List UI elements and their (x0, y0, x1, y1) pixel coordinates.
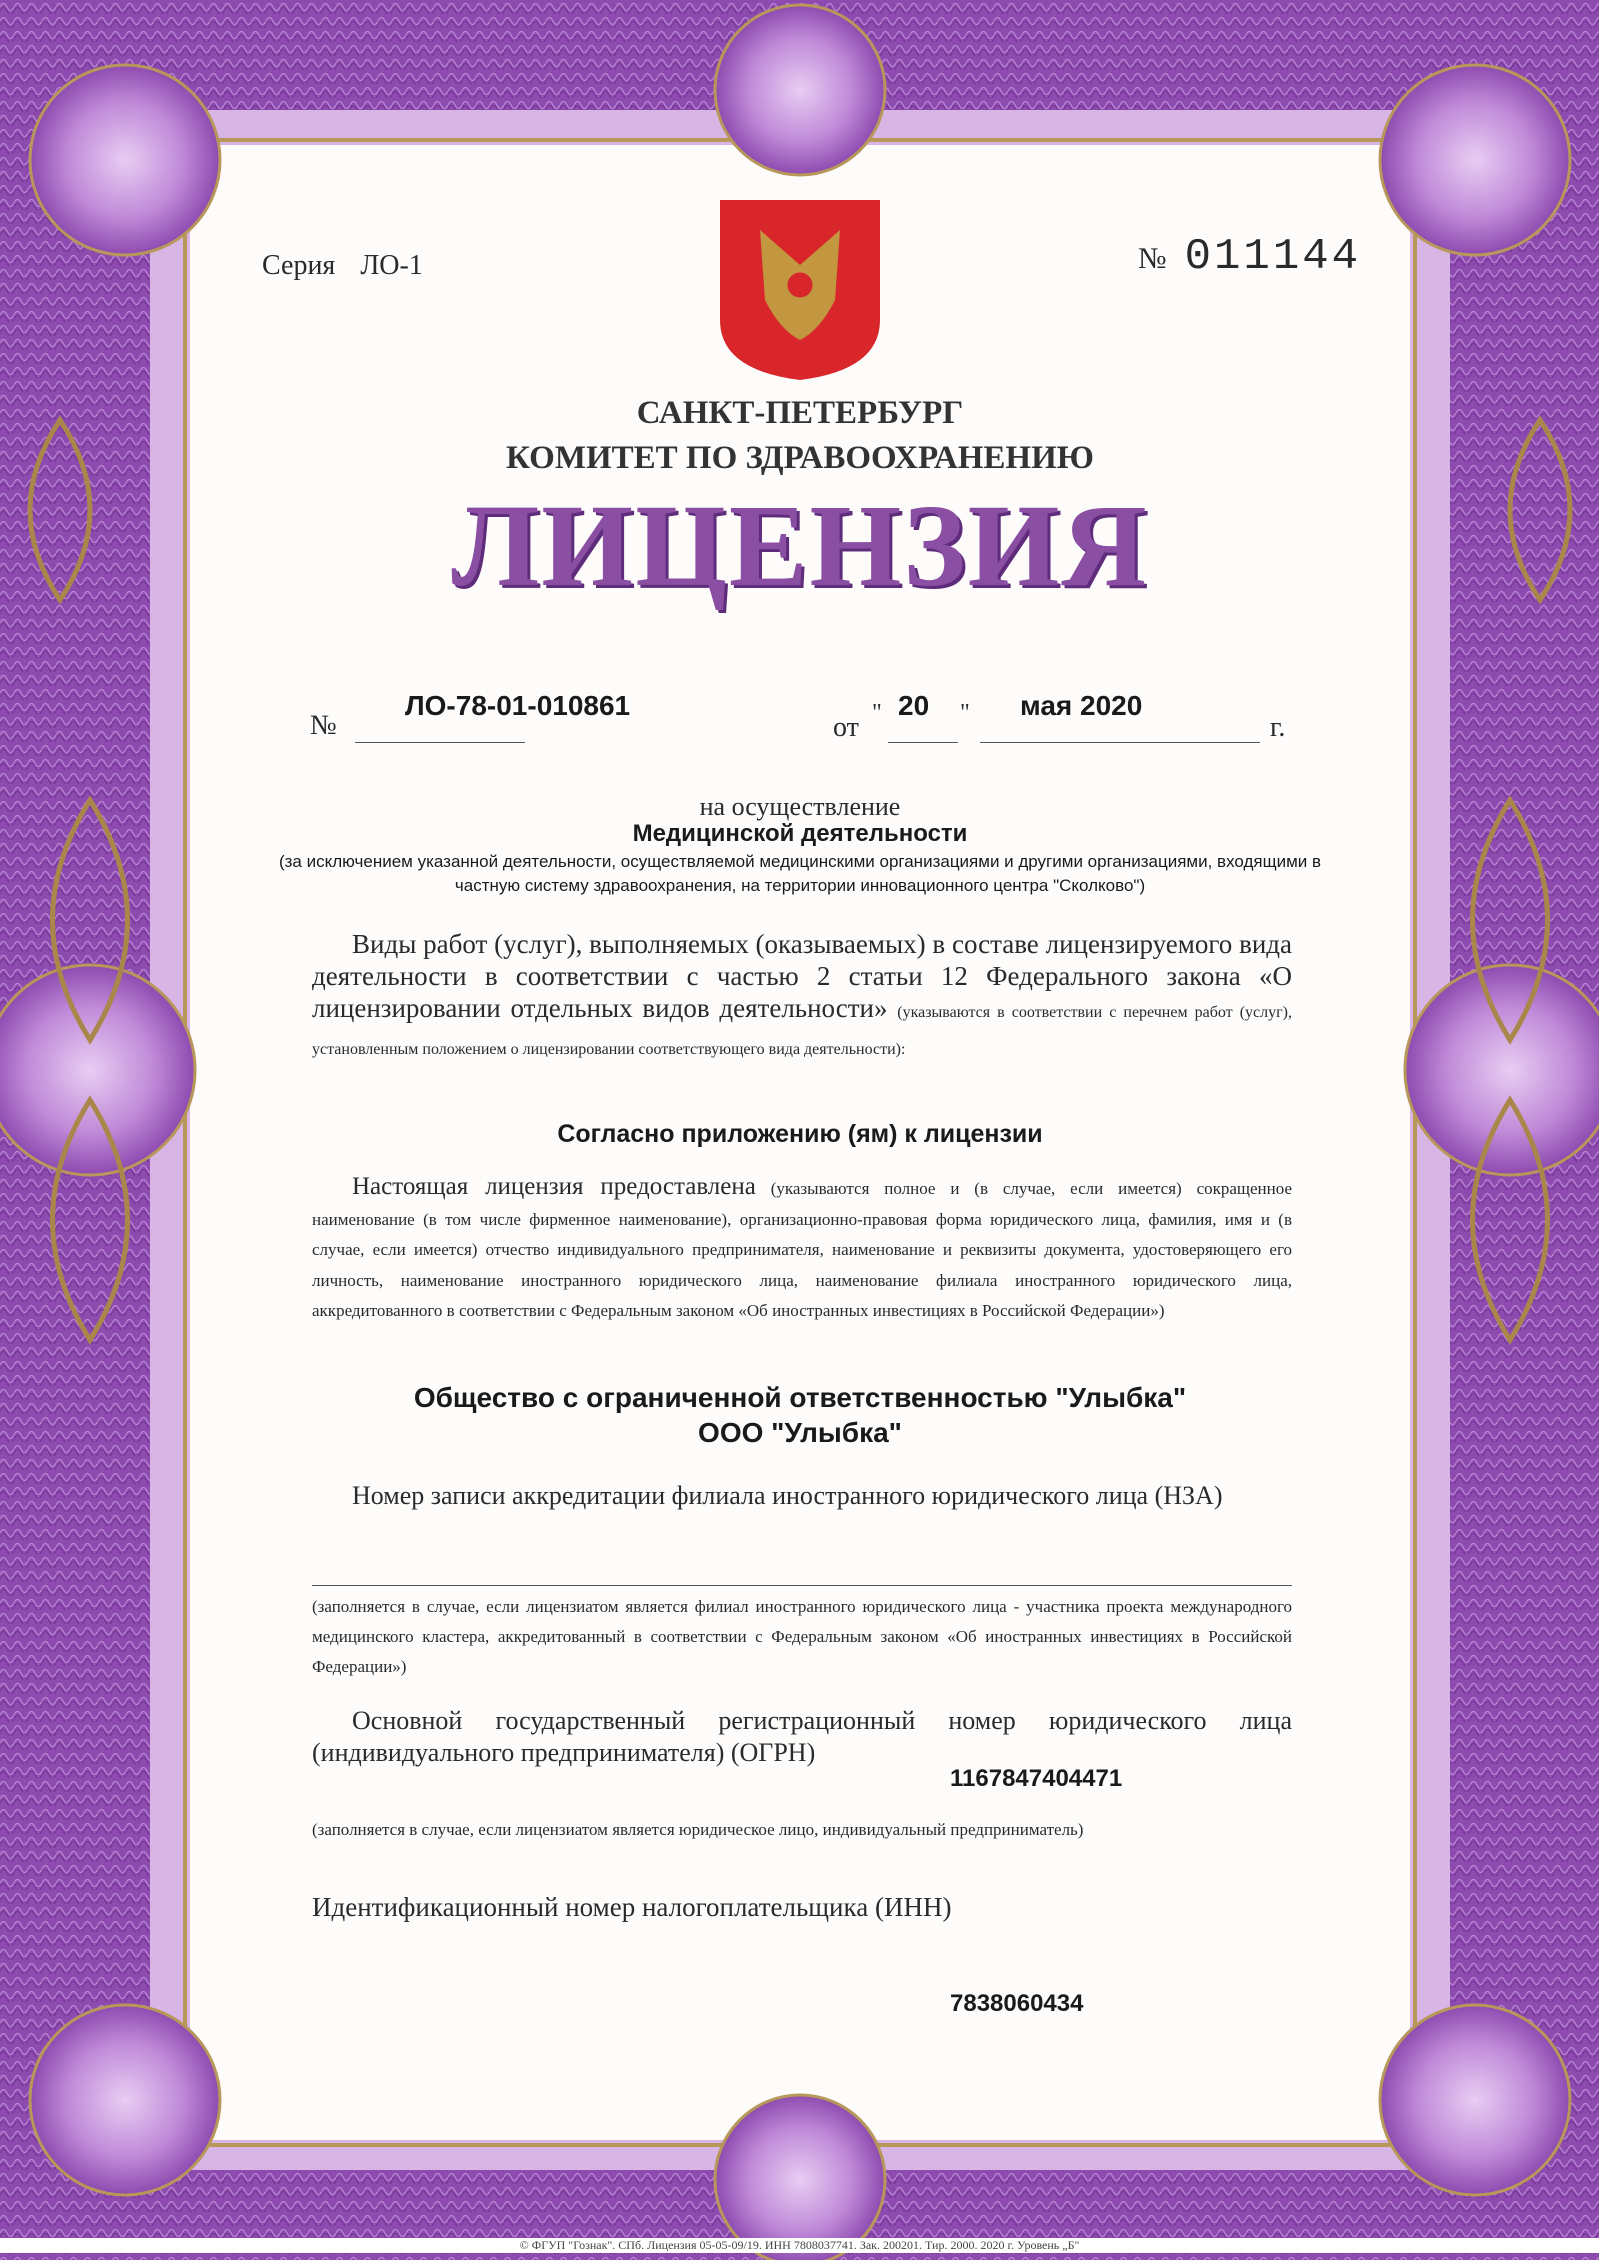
activity-note: (за исключением указанной деятельности, осуществляемой медицинскими организациями и другими организациями, входящими в частную систему здравоохранения, на территории инновационного центра "Сколково") (278, 852, 1322, 895)
activity-intro: на осуществление (699, 792, 901, 821)
licensee-full-name: Общество с ограниченной ответственностью "Улыбка" (413, 1382, 1187, 1413)
coat-of-arms-emblem (720, 200, 880, 380)
inn-value: 7838060434 (950, 1990, 1084, 2017)
blank-number (1138, 232, 1361, 282)
ogrn-label: Основной государственный регистрационный номер юридического лица (индивидуального предпринимателя) (ОГРН) (312, 1706, 1292, 1767)
activity-name: Медицинской деятельности (632, 820, 968, 847)
series-value: ЛО-1 (360, 250, 423, 281)
series-label: Серия (262, 250, 336, 281)
licensee-short-name: ООО "Улыбка" (698, 1417, 902, 1448)
license-day: 20 (898, 690, 930, 721)
license-month-year: мая 2020 (1020, 690, 1143, 721)
licensee-lead: Настоящая лицензия предоставлена (352, 1173, 756, 1200)
blank-number-sign: № (1138, 242, 1167, 275)
works-note: (указываются в соответствии с перечнем работ (услуг), установленным положением о лицензировании соответствующего вида деятельности): (312, 1004, 1292, 1058)
license-number-sign: № (310, 710, 337, 741)
license-date-from: от (833, 712, 859, 743)
nza-label: Номер записи аккредитации филиала иностранного юридического лица (НЗА) (352, 1481, 1223, 1510)
series (262, 250, 423, 282)
inn-label: Идентификационный номер налогоплательщика (ИНН) (312, 1892, 952, 1922)
quote-close: " (960, 700, 970, 726)
license-number: ЛО-78-01-010861 (405, 690, 631, 721)
works-section (312, 928, 1292, 1066)
footer-imprint: © ФГУП "Гознак". СПб. Лицензия 05-05-09/19. ИНН 7808037741. Зак. 200201. Тир. 2000. 2020 г. Уровень „Б" (0, 2238, 1599, 2253)
ogrn-value: 1167847404471 (950, 1765, 1123, 1792)
quote-open: " (872, 700, 882, 726)
works-value: Согласно приложению (ям) к лицензии (557, 1120, 1043, 1148)
city-title: САНКТ-ПЕТЕРБУРГ (636, 395, 964, 431)
authority-title: КОМИТЕТ ПО ЗДРАВООХРАНЕНИЮ (506, 440, 1094, 476)
ogrn-note: (заполняется в случае, если лицензиатом является юридическое лицо, индивидуальный предприниматель) (312, 1820, 1084, 1839)
licensee-note: (указываются полное и (в случае, если имеется) сокращенное наименование (в том числе фирменное наименование), организационно-правовая форма юридического лица, фамилия, имя и (в случае, если имеется) отчество индивидуального предпринимателя, наименование и реквизиты документа, удостоверяющего его личность, наименование иностранного юридического лица, наименование филиала иностранного юридического лица, аккредитованного в соответствии с Федеральным законом «Об иностранных инвестициях в Российской Федерации») (312, 1179, 1293, 1320)
works-text: Виды работ (услуг), выполняемых (оказываемых) в составе лицензируемого вида деятельности в соответствии с частью 2 статьи 12 Федерального закона «О лицензировании отдельных видов деятельности» (312, 929, 1292, 1023)
blank-number-value: 011144 (1184, 232, 1362, 282)
licensee-section (312, 1172, 1292, 1327)
license-year-suffix: г. (1270, 712, 1286, 743)
nza-note: (заполняется в случае, если лицензиатом является филиал иностранного юридического лица - участника проекта международного медицинского кластера, аккредитованный в соответствии с Федеральным законом «Об иностранных инвестициях в Российской Федерации») (312, 1597, 1292, 1676)
document-title: ЛИЦЕНЗИЯ (451, 480, 1149, 611)
